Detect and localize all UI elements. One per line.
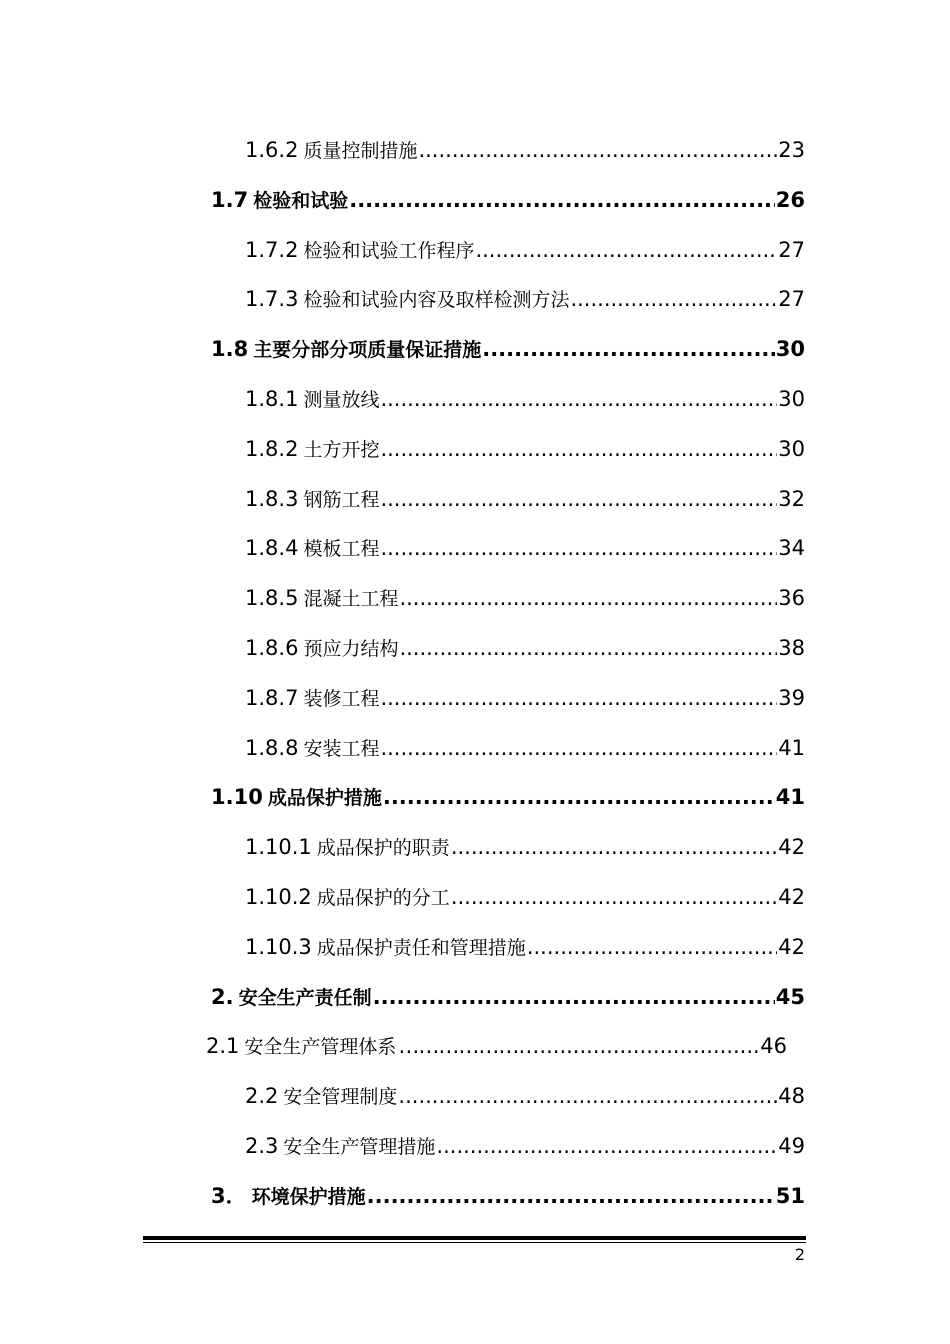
toc-entry-title: 安全生产管理体系 xyxy=(244,1036,397,1059)
toc-entry[interactable] xyxy=(245,434,805,464)
toc-entry-leader xyxy=(367,1181,775,1211)
toc-entry-number: 2.2 xyxy=(245,1084,279,1109)
toc-entry[interactable] xyxy=(211,782,805,812)
toc-entry-leader xyxy=(380,683,777,713)
toc-entry-number: 1.8.4 xyxy=(245,536,299,561)
toc-entry-number: 1.8.7 xyxy=(245,685,299,710)
toc-entry-page: 27 xyxy=(778,237,805,262)
toc-entry[interactable] xyxy=(245,683,805,713)
toc-entry-number: 1.10 xyxy=(211,785,263,810)
toc-entry-page: 49 xyxy=(778,1134,805,1158)
toc-entry-title: 成品保护措施 xyxy=(267,787,382,810)
toc-entry-page: 27 xyxy=(778,287,805,312)
toc-entry-page: 30 xyxy=(778,387,805,411)
toc-entry[interactable] xyxy=(245,135,805,165)
toc-entry-title: 安装工程 xyxy=(303,737,380,760)
toc-entry-leader xyxy=(482,334,775,364)
toc-entry-leader xyxy=(539,1031,759,1061)
toc-entry-number: 1.8.2 xyxy=(245,436,299,461)
toc-entry-leader xyxy=(475,235,777,265)
toc-entry-page: 41 xyxy=(778,735,805,760)
toc-entry-leader xyxy=(398,1081,777,1111)
toc-entry-page: 48 xyxy=(778,1084,805,1109)
toc-entry-page: 51 xyxy=(775,1183,805,1208)
toc-entry-page: 23 xyxy=(778,138,805,162)
toc-entry-leader xyxy=(527,932,777,962)
toc-entry-page: 32 xyxy=(778,486,805,511)
toc-entry-title: 成品保护的分工 xyxy=(316,887,450,909)
toc-entry[interactable] xyxy=(245,284,805,314)
toc-entry-title: 钢筋工程 xyxy=(303,488,380,511)
toc-entry-page: 34 xyxy=(778,536,805,561)
toc-entry[interactable] xyxy=(245,932,805,962)
toc-entry-leader xyxy=(380,533,777,563)
toc-entry-title: 混凝土工程 xyxy=(303,588,399,611)
toc-entry-leader xyxy=(399,633,777,663)
toc-entry-title: 检验和试验工作程序 xyxy=(303,239,475,262)
toc-entry-page: 42 xyxy=(778,835,805,860)
toc-entry[interactable] xyxy=(211,1181,805,1211)
toc-entry-leader xyxy=(451,832,777,862)
toc-entry-title: 预应力结构 xyxy=(303,638,399,660)
toc-entry-title: 质量控制措施 xyxy=(303,140,418,162)
toc-entry-title: 测量放线 xyxy=(303,389,380,411)
toc-entry-leader xyxy=(380,384,777,414)
toc-entry-number: 3． xyxy=(211,1183,247,1208)
toc-entry-title: 安全管理制度 xyxy=(283,1086,398,1109)
toc-entry-title: 装修工程 xyxy=(303,687,380,710)
toc-entry[interactable] xyxy=(245,583,805,613)
toc-entry-page: 30 xyxy=(775,337,805,362)
toc-entry[interactable] xyxy=(245,533,805,563)
toc-entry-number: 1.7.2 xyxy=(245,237,299,262)
toc-entry-number: 1.8.1 xyxy=(245,387,299,411)
toc-entry[interactable] xyxy=(245,882,805,912)
toc-entry[interactable] xyxy=(211,334,805,364)
toc-entry[interactable] xyxy=(211,982,805,1012)
toc-entry-number: 2.3 xyxy=(245,1134,279,1158)
toc-entry-title: 土方开挖 xyxy=(303,438,380,461)
toc-entry-number: 2.1 xyxy=(206,1034,240,1059)
toc-entry-number: 1.8.6 xyxy=(245,636,299,660)
toc-entry[interactable] xyxy=(245,633,805,663)
toc-entry-title: 主要分部分项质量保证措施 xyxy=(253,339,482,362)
toc-entry-leader xyxy=(380,733,777,763)
toc-entry[interactable] xyxy=(245,832,805,862)
toc-entry-number: 1.10.2 xyxy=(245,885,312,909)
toc-entry-page: 36 xyxy=(778,586,805,611)
toc-entry-title: 成品保护的职责 xyxy=(316,837,450,860)
toc-entry[interactable] xyxy=(245,1081,805,1111)
toc-entry-leader xyxy=(383,782,775,812)
toc-entry-leader xyxy=(451,882,777,912)
toc-entry-leader xyxy=(399,583,777,613)
toc-entry-number: 1.8.5 xyxy=(245,586,299,611)
toc-entry-leader-prefix: ………………… xyxy=(398,1034,539,1059)
toc-entry-number: 1.8.8 xyxy=(245,735,299,760)
toc-entry-page: 26 xyxy=(775,187,805,212)
toc-entry-page: 39 xyxy=(778,685,805,710)
toc-entry[interactable] xyxy=(245,1131,805,1161)
toc-entry[interactable] xyxy=(245,733,805,763)
toc-entry-number: 2. xyxy=(211,984,234,1009)
footer-rule xyxy=(143,1236,806,1240)
toc-entry-leader xyxy=(380,484,777,514)
footer-rule-thin xyxy=(143,1242,806,1243)
toc-entry[interactable] xyxy=(245,235,805,265)
toc-entry-number: 1.7.3 xyxy=(245,287,299,312)
toc-entry-title: 检验和试验内容及取样检测方法 xyxy=(303,289,570,312)
toc-entry-page: 42 xyxy=(778,934,805,959)
toc-entry-number: 1.6.2 xyxy=(245,138,299,162)
toc-entry-leader xyxy=(570,284,777,314)
toc-entry[interactable] xyxy=(206,1031,787,1061)
page-number: 2 xyxy=(794,1245,805,1264)
toc-entry-title: 成品保护责任和管理措施 xyxy=(316,936,526,959)
toc-entry-title: 安全生产管理措施 xyxy=(283,1136,436,1158)
toc-entry-number: 1.8 xyxy=(211,337,249,362)
toc-entry-leader xyxy=(380,434,777,464)
toc-entry-title: 模板工程 xyxy=(303,538,380,561)
toc-entry-title: 检验和试验 xyxy=(253,189,349,212)
toc-entry[interactable] xyxy=(245,484,805,514)
toc-entry-page: 46 xyxy=(760,1034,787,1059)
toc-entry-leader xyxy=(418,135,777,165)
toc-entry-number: 1.7 xyxy=(211,187,249,212)
toc-entry-number: 1.10.3 xyxy=(245,934,312,959)
toc-entry-title: 环境保护措施 xyxy=(251,1185,366,1208)
toc-entry-page: 41 xyxy=(775,785,805,810)
toc-entry-page: 42 xyxy=(778,885,805,909)
toc-entry-number: 1.10.1 xyxy=(245,835,312,860)
toc-entry-page: 45 xyxy=(775,984,805,1009)
toc-entry[interactable] xyxy=(245,384,805,414)
toc-entry-leader xyxy=(349,185,775,215)
toc-entry-page: 30 xyxy=(778,436,805,461)
toc-entry-leader xyxy=(436,1131,777,1161)
toc-entry-title: 安全生产责任制 xyxy=(238,986,372,1009)
toc-entry-number: 1.8.3 xyxy=(245,486,299,511)
toc-entry-leader xyxy=(373,982,775,1012)
toc-entry-page: 38 xyxy=(778,636,805,660)
toc-entry[interactable] xyxy=(211,185,805,215)
